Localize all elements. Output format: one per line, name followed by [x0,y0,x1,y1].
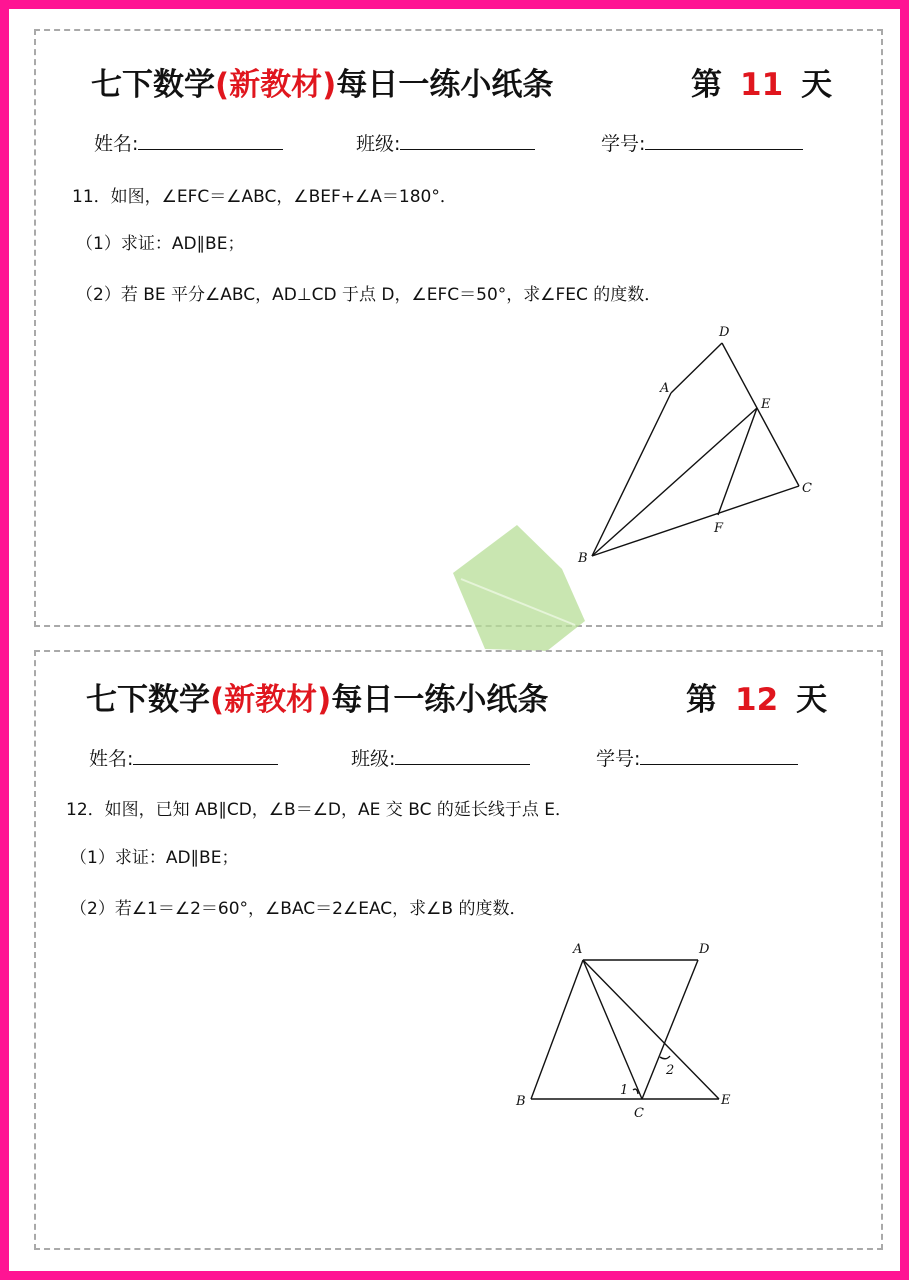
day-suffix: 天 [796,682,828,718]
id-field[interactable] [596,744,798,771]
geometry-figure-2 [506,937,756,1122]
name-label: 姓名: [94,133,139,155]
point-label-b: B [578,551,588,564]
segment-ab [592,393,671,556]
class-blank[interactable] [400,131,535,150]
question-part-2: （2）若 BE 平分∠ABC，AD⊥CD 于点 D，∠EFC＝50°，求∠FEC 的度数． [76,285,662,305]
point-label-c: C [634,1106,644,1121]
day-prefix: 第 [686,682,717,718]
point-label-f: F [714,521,724,536]
segment-ef [718,408,757,515]
name-blank[interactable] [138,131,283,150]
name-field[interactable] [89,744,278,771]
segment-bc [592,486,799,556]
segment-ab [531,960,583,1099]
class-label: 班级: [351,748,396,770]
title-part: 每日一练小纸条 [331,682,549,718]
id-label: 学号: [596,748,641,770]
segment-dc [722,343,799,486]
class-blank[interactable] [395,746,530,765]
point-label-b: B [516,1094,526,1109]
id-label: 学号: [601,133,646,155]
segment-be [592,408,757,556]
day-prefix: 第 [691,67,722,103]
title-text [91,59,553,104]
question-part-1: （1）求证：AD∥BE； [70,848,239,868]
title-highlight: (新教材) [215,67,337,103]
name-label: 姓名: [89,748,134,770]
id-blank[interactable] [640,746,798,765]
name-field[interactable] [94,129,283,156]
class-field[interactable] [351,744,530,771]
class-field[interactable] [356,129,535,156]
day-number: 12 [735,682,779,718]
point-label-a: A [660,381,670,396]
question-text: 11．如图，∠EFC＝∠ABC，∠BEF+∠A＝180°． [72,187,457,207]
name-blank[interactable] [133,746,278,765]
segment-ad [671,343,722,393]
question-part-2: （2）若∠1＝∠2＝60°，∠BAC＝2∠EAC，求∠B 的度数． [70,899,527,919]
day-suffix: 天 [801,67,833,103]
title-part: 每日一练小纸条 [336,67,554,103]
title-highlight: (新教材) [210,682,332,718]
day-number: 11 [740,67,784,103]
angle-2-arc [660,1056,670,1059]
geometry-figure-1 [556,314,816,564]
question-part-1: （1）求证：AD∥BE； [76,234,245,254]
id-field[interactable] [601,129,803,156]
title-text [86,674,548,719]
point-label-e: E [761,397,771,412]
title-part: 七下数学 [91,67,215,103]
segment-ac [583,960,642,1099]
point-label-e: E [721,1093,731,1108]
id-blank[interactable] [645,131,803,150]
day-label [691,59,832,104]
title-part: 七下数学 [86,682,210,718]
angle-label-1: 1 [620,1083,629,1098]
question-text: 12．如图，已知 AB∥CD，∠B＝∠D，AE 交 BC 的延长线于点 E． [66,800,572,820]
angle-1-arc [633,1089,638,1094]
green-sticker-decoration [447,521,592,656]
worksheet-page [9,9,900,1271]
class-label: 班级: [356,133,401,155]
point-label-d: D [719,325,730,340]
point-label-d: D [699,942,710,957]
worksheet-card-day-12 [34,650,883,1250]
angle-label-2: 2 [666,1063,675,1078]
point-label-a: A [573,942,583,957]
point-label-c: C [802,481,812,496]
day-label [686,674,827,719]
